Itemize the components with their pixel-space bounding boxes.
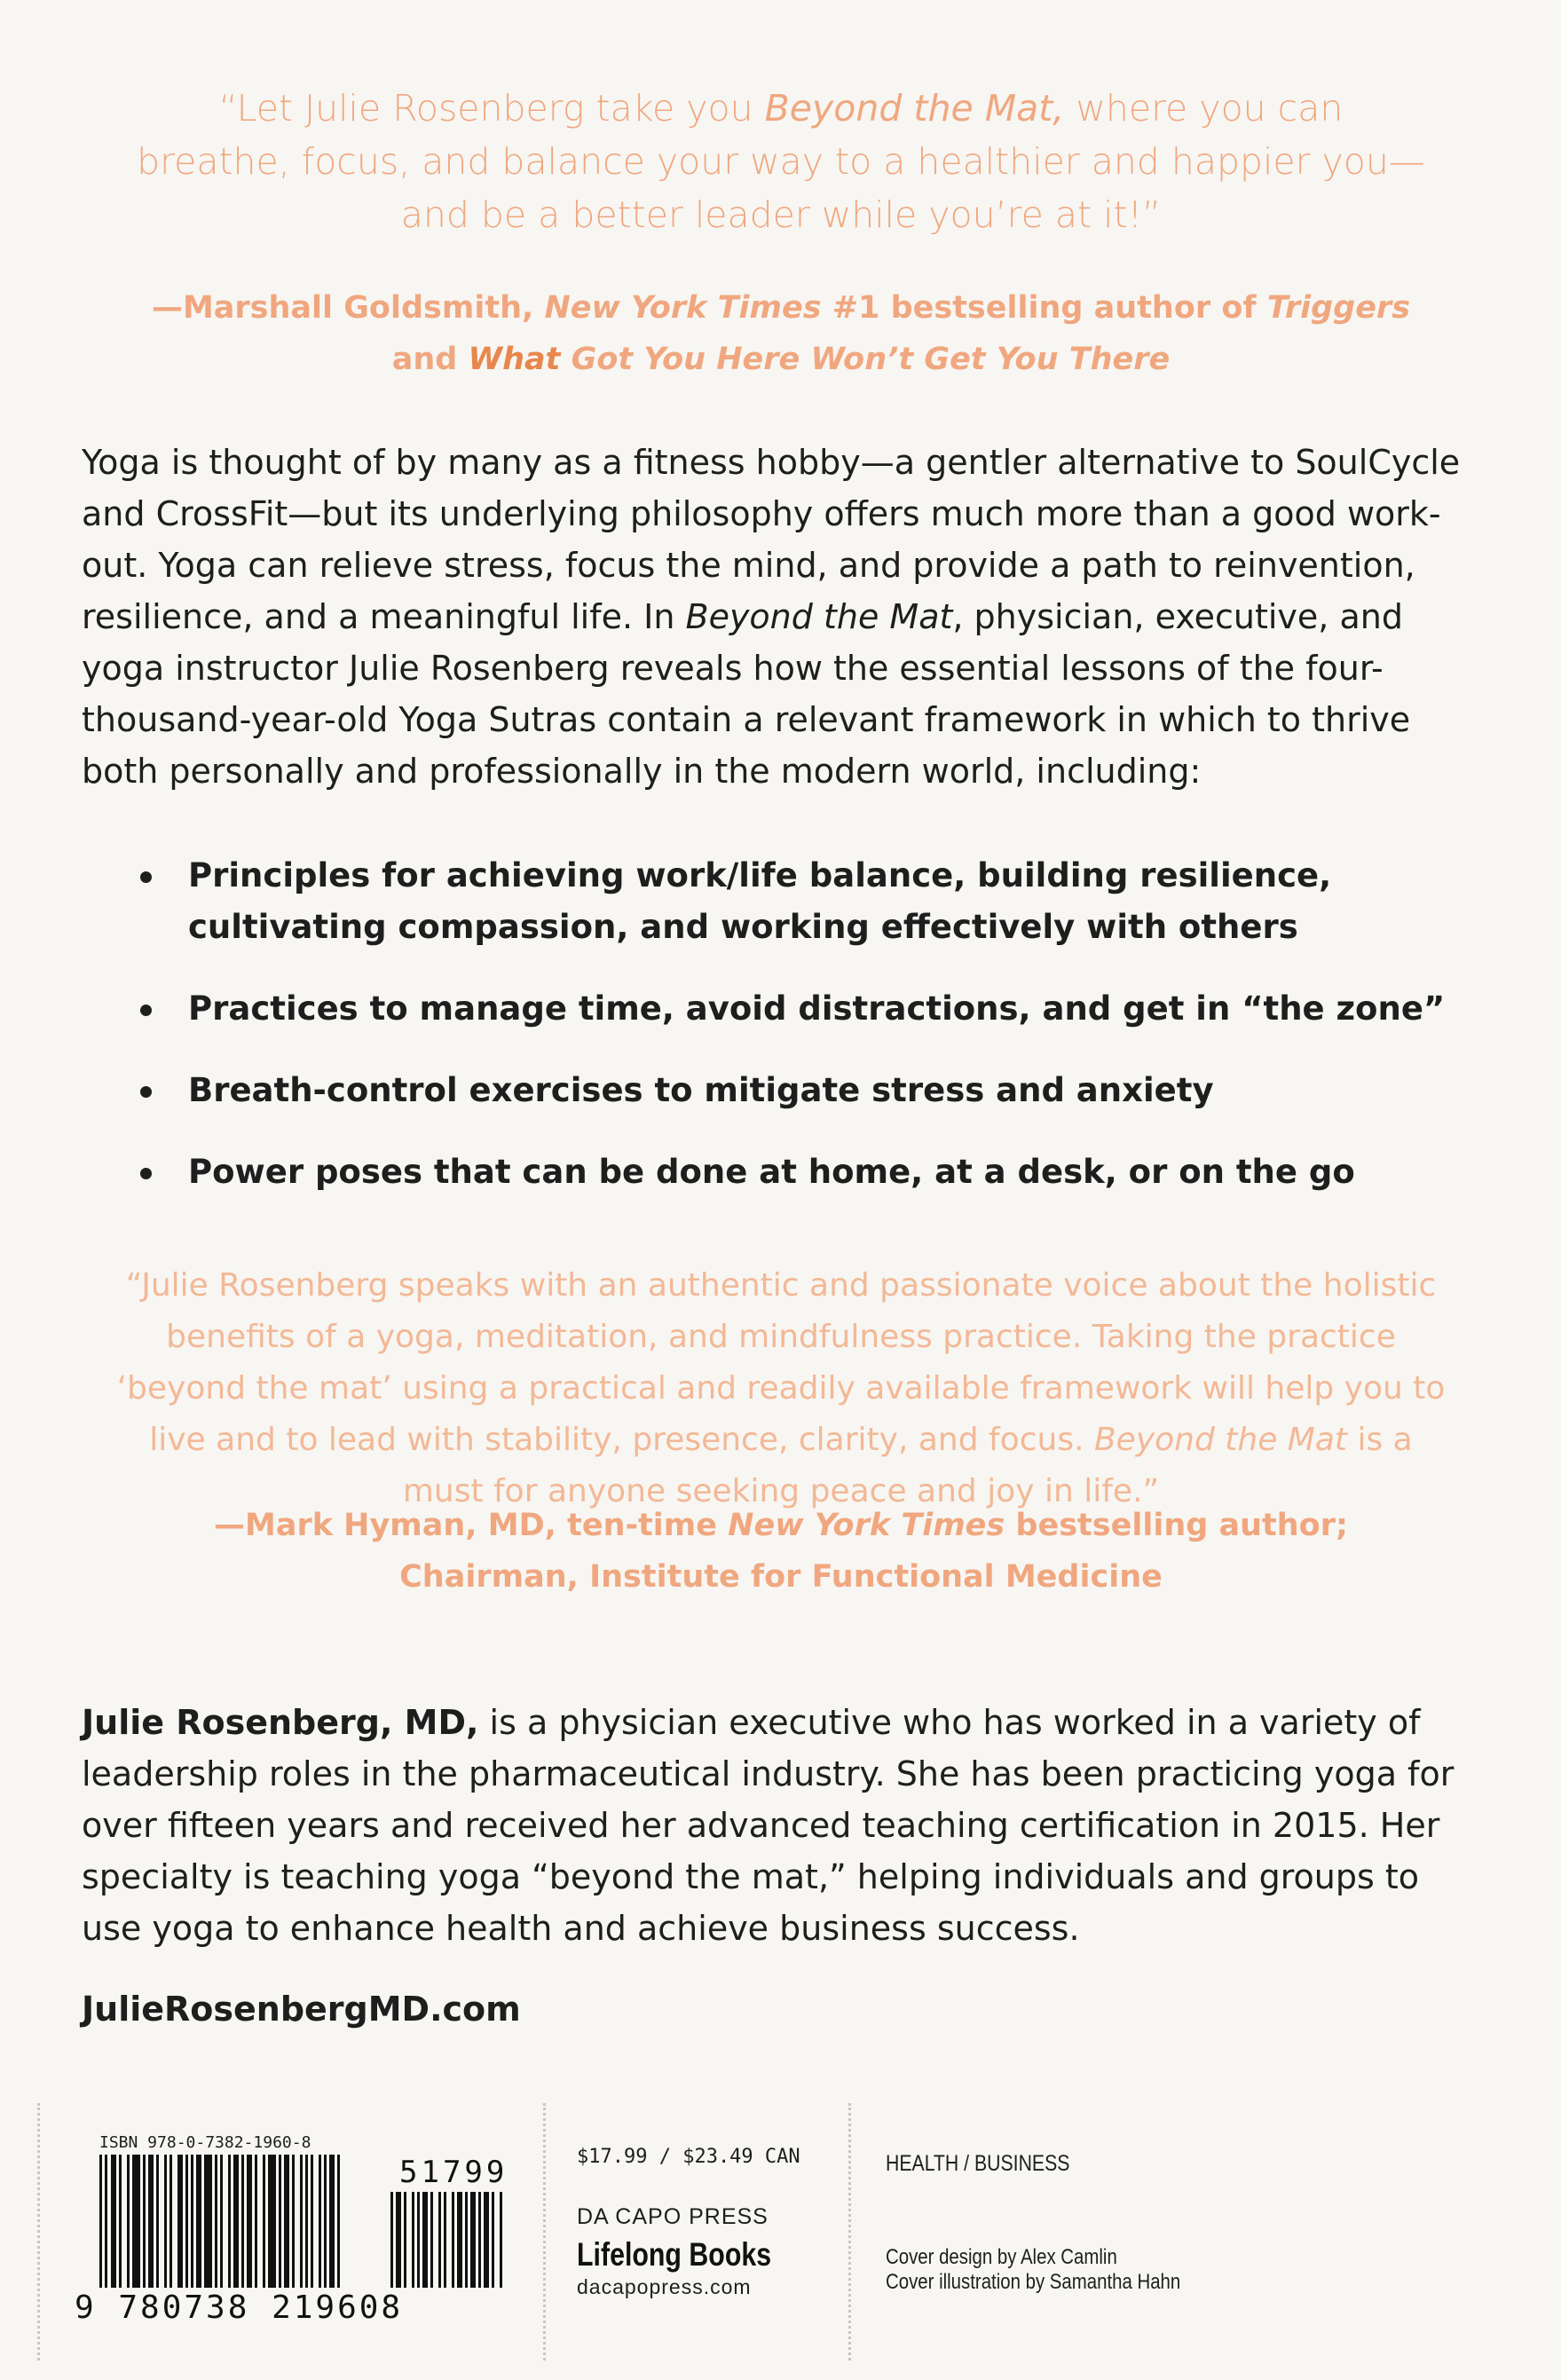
attribution-line: [106, 282, 1455, 334]
attribution-text: bestselling author;: [1005, 1508, 1348, 1543]
barcode-bar: [452, 2192, 454, 2288]
barcode-bar: [279, 2155, 281, 2288]
bio-text: is a physician executive who has worked in a variety of leadership roles in the pharmaceutical industry. She has been practicing yoga for over fifteen years and received her advanced teaching certification in 2015. Her specialty is teaching yoga “beyond the mat,” helping individuals and groups to use yoga to enhance health and achieve business success.: [82, 1703, 1455, 1948]
book-description: [82, 437, 1484, 797]
book-category: HEALTH / BUSINESS: [886, 2151, 1070, 2176]
barcode-bar: [430, 2192, 433, 2288]
barcode-bar: [337, 2155, 340, 2288]
attribution-book: Got You Here Won’t Get You There: [560, 342, 1171, 377]
description-text: , physician, executive, and yoga instructor Julie Rosenberg reveals how the essential lessons of the four-thousand-year-old Yoga Sutras contain a relevant framework in which to thrive both personally and professionally in the modern world, including:: [82, 597, 1411, 791]
barcode-bar: [300, 2155, 303, 2288]
barcode-bar: [241, 2155, 244, 2288]
list-item-text: Power poses that can be done at home, at a desk, or on the go: [188, 1153, 1355, 1191]
barcode-bar: [132, 2155, 140, 2288]
quote-book-title: Beyond the Mat: [1093, 1422, 1348, 1458]
barcode-bar: [228, 2155, 231, 2288]
barcode-bar: [263, 2155, 265, 2288]
author-bio: [82, 1697, 1484, 1954]
description-text: Yoga is thought of by many as a fitness hobby—a gentler alternative to SoulCycle and CrossFit—but its underlying philosophy offers much more than a good work-out. Yoga can relieve stress, focus the mind, and provide a path to reinvention, resilience, and a meaningful life. In: [82, 443, 1461, 636]
barcode-bar: [457, 2192, 462, 2288]
attribution-book: What: [468, 342, 561, 377]
quote-text: “Julie Rosenberg speaks with an authentic and passionate voice about the holistic benefits of a yoga, meditation, and mindfulness practice. Taking the practice ‘beyond the mat’ using a practical and readily available framework will help you to live and to lead with stability, presence, clarity, and focus.: [116, 1267, 1446, 1458]
attribution-publication: New York Times: [728, 1508, 1005, 1543]
attribution-text: —Mark Hyman, MD, ten-time: [214, 1508, 729, 1543]
barcode-bar: [143, 2155, 146, 2288]
barcode-bar: [492, 2192, 494, 2288]
barcode-bar: [170, 2155, 172, 2288]
barcode-addon-image: [390, 2192, 515, 2288]
list-item: [133, 1065, 1482, 1116]
barcode-bar: [233, 2155, 239, 2288]
bottom-endorsement-attribution: [106, 1500, 1455, 1603]
quote-line: and be a better leader while you’re at it!”: [400, 193, 1162, 236]
bottom-endorsement-quote: [106, 1260, 1455, 1517]
barcode-bar: [215, 2155, 217, 2288]
barcode-bar: [319, 2155, 321, 2288]
bullet-icon: [140, 871, 152, 883]
list-item-text: Principles for achieving work/life balance, building resilience, cultivating compassion, and working effectively with others: [188, 856, 1332, 946]
barcode-price-code: 51799: [399, 2155, 509, 2190]
barcode-bar: [292, 2155, 295, 2288]
barcode-bar: [470, 2192, 476, 2288]
barcode-bar: [422, 2192, 428, 2288]
barcode-bar: [99, 2155, 102, 2288]
barcode-bar: [284, 2155, 289, 2288]
isbn-label: ISBN 978-0-7382-1960-8: [99, 2133, 311, 2152]
barcode-bar: [255, 2155, 257, 2288]
price: $17.99 / $23.49 CAN: [577, 2146, 800, 2168]
feature-list: [133, 850, 1482, 1228]
imprint-name: Lifelong Books: [577, 2236, 772, 2273]
barcode-bar: [417, 2192, 420, 2288]
divider: [37, 2103, 40, 2360]
barcode-bar: [444, 2192, 446, 2288]
attribution-book: Triggers: [1266, 290, 1411, 326]
barcode-bar: [438, 2192, 441, 2288]
publisher-name: DA CAPO PRESS: [577, 2204, 769, 2229]
barcode-bar: [111, 2155, 116, 2288]
list-item: [133, 850, 1482, 953]
attribution-text: and: [391, 342, 469, 377]
barcode-bar: [148, 2155, 154, 2288]
barcode-bar: [127, 2155, 130, 2288]
barcode-bar: [311, 2155, 313, 2288]
list-item: [133, 983, 1482, 1035]
barcode-bar: [404, 2192, 406, 2288]
attribution-line: Chairman, Institute for Functional Medicine: [399, 1559, 1163, 1595]
divider: [543, 2103, 546, 2360]
barcode-bar: [478, 2192, 481, 2288]
attribution-publication: New York Times: [544, 290, 822, 326]
barcode-bar: [484, 2192, 489, 2288]
barcode-bar: [105, 2155, 107, 2288]
cover-illustration-credit: Cover illustration by Samantha Hahn: [886, 2270, 1181, 2294]
barcode-bar: [220, 2155, 223, 2288]
barcode-image: [99, 2155, 366, 2288]
quote-book-title: Beyond the Mat,: [764, 87, 1065, 130]
quote-line: [106, 82, 1455, 135]
quote-text: is a must for anyone seeking peace and joy in life.”: [402, 1422, 1413, 1509]
quote-text: where you can: [1064, 87, 1344, 130]
barcode-bar: [247, 2155, 252, 2288]
barcode-bar: [500, 2192, 502, 2288]
barcode-bar: [204, 2155, 212, 2288]
list-item-text: Breath-control exercises to mitigate stress and anxiety: [188, 1071, 1214, 1109]
cover-design-credit: Cover design by Alex Camlin: [886, 2245, 1117, 2269]
barcode-bar: [329, 2155, 335, 2288]
barcode-bar: [119, 2155, 122, 2288]
top-endorsement-quote: [106, 82, 1455, 241]
bullet-icon: [140, 1005, 152, 1016]
barcode-bar: [177, 2155, 183, 2288]
list-item-text: Practices to manage time, avoid distractions, and get in “the zone”: [188, 989, 1446, 1028]
list-item: [133, 1147, 1482, 1198]
quote-line: breathe, focus, and balance your way to a healthier and happier you—: [137, 140, 1425, 183]
barcode-bar: [164, 2155, 167, 2288]
barcode-bar: [268, 2155, 276, 2288]
attribution-line: [106, 1500, 1455, 1551]
bullet-icon: [140, 1086, 152, 1098]
author-website[interactable]: JulieRosenbergMD.com: [82, 1990, 521, 2029]
barcode-bar: [390, 2192, 393, 2288]
barcode-bar: [196, 2155, 201, 2288]
author-name: Julie Rosenberg, MD,: [82, 1703, 479, 1742]
attribution-text: #1 bestselling author of: [821, 290, 1267, 326]
barcode-bar: [465, 2192, 468, 2288]
barcode-digits: 9 780738 219608: [75, 2289, 404, 2326]
barcode-bar: [324, 2155, 327, 2288]
barcode-bar: [412, 2192, 414, 2288]
barcode-bar: [305, 2155, 308, 2288]
attribution-text: —Marshall Goldsmith,: [151, 290, 545, 326]
bullet-icon: [140, 1168, 152, 1179]
barcode-bar: [156, 2155, 159, 2288]
publisher-website: dacapopress.com: [577, 2275, 752, 2298]
barcode-bar: [185, 2155, 188, 2288]
divider: [848, 2103, 851, 2360]
barcode-bar: [191, 2155, 193, 2288]
barcode-bar: [396, 2192, 401, 2288]
attribution-line: [106, 334, 1455, 385]
quote-text: “Let Julie Rosenberg take you: [218, 87, 765, 130]
top-endorsement-attribution: [106, 282, 1455, 385]
description-book-title: Beyond the Mat: [685, 597, 953, 636]
